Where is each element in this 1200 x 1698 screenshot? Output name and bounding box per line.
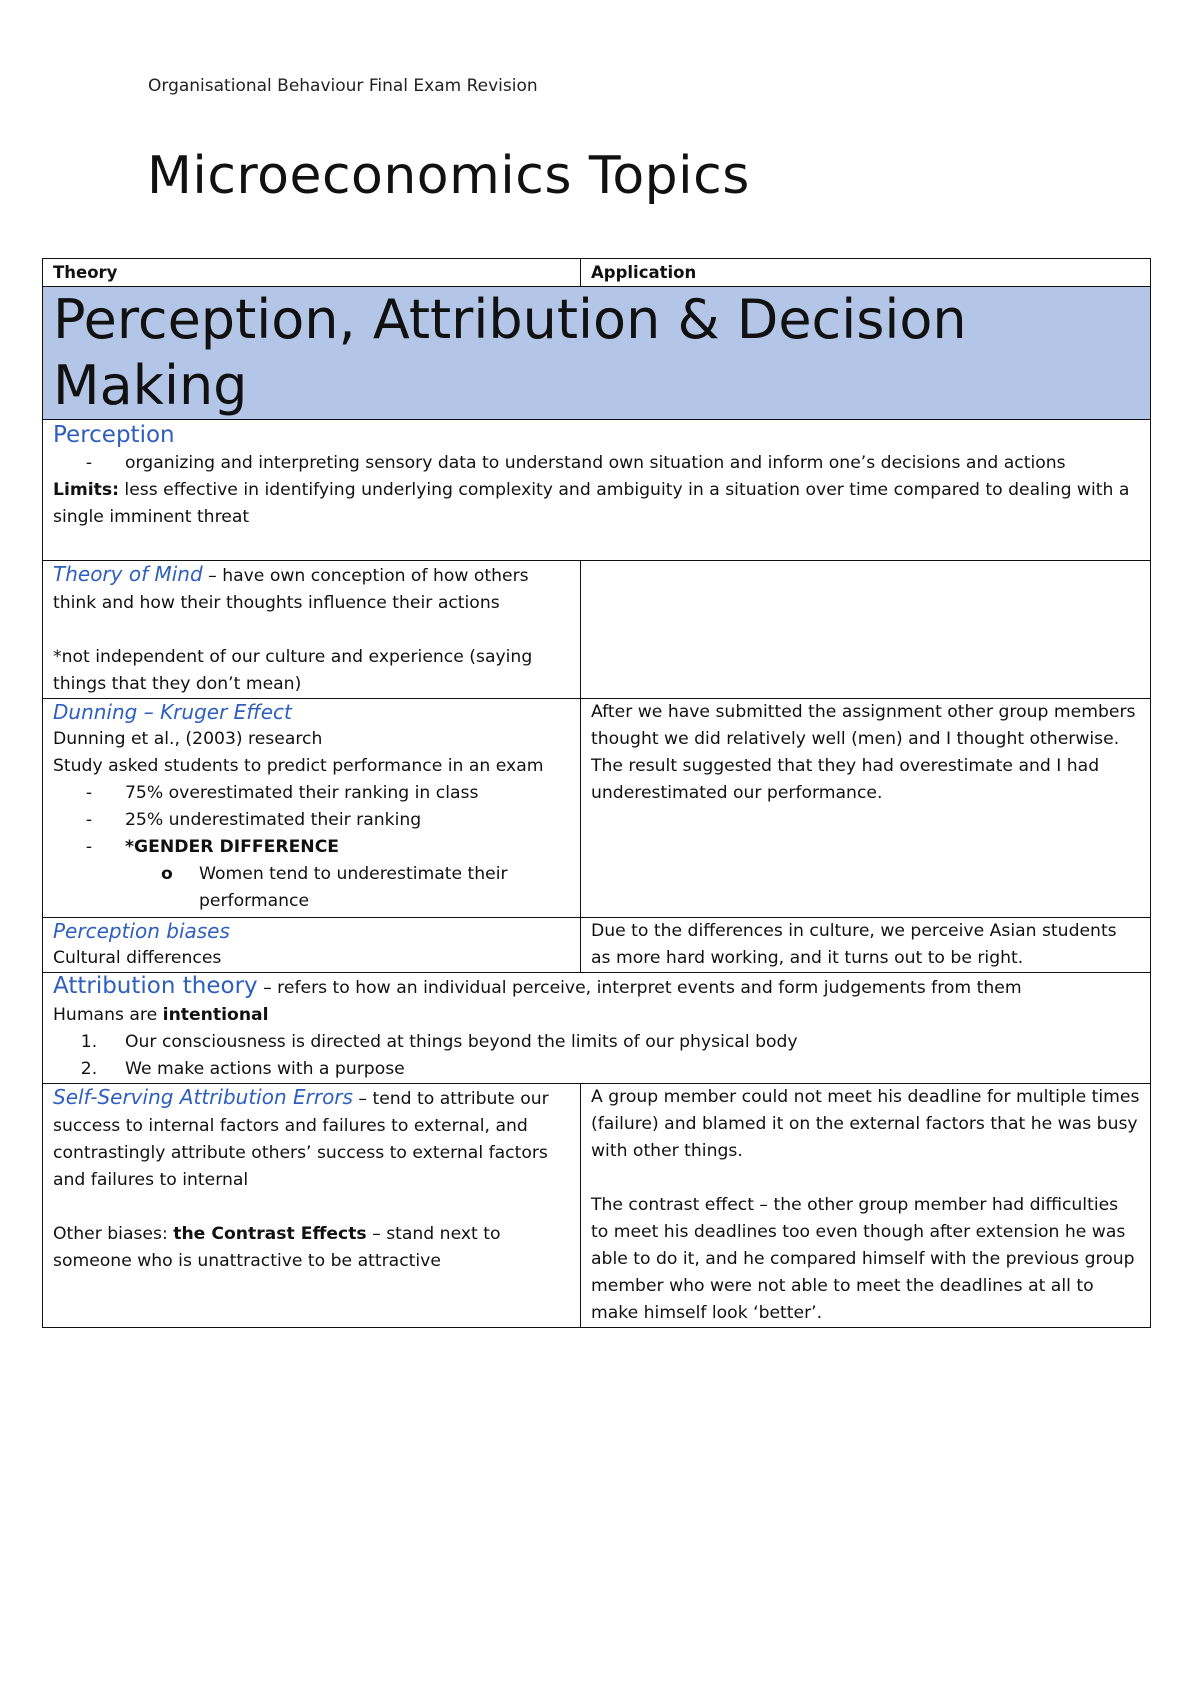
page-title: Microeconomics Topics	[147, 146, 750, 206]
revision-table	[42, 258, 1151, 1328]
self-serving-application-2: The contrast effect – the other group member had difficulties to meet his deadlines too even though after extension he was able to do it, and he compared himself with the previous group member who were not able to meet the deadlines at all to make himself look ‘better’.	[591, 1195, 1135, 1323]
limits-text: less effective in identifying underlying complexity and ambiguity in a situation over time compared to dealing with a single imminent threat	[53, 480, 1130, 527]
table-row	[43, 561, 1151, 699]
list-item	[53, 450, 1140, 477]
column-header-theory: Theory	[43, 259, 581, 287]
circle-bullet-icon: o	[161, 864, 173, 884]
column-header-application: Application	[581, 259, 1151, 287]
sub-bullet-text: Women tend to underestimate their performance	[199, 864, 508, 911]
table-header-row	[43, 259, 1151, 287]
dunning-kruger-cell	[43, 699, 581, 918]
self-serving-definition	[53, 1084, 570, 1194]
section-banner-row	[43, 287, 1151, 420]
theory-of-mind-application	[581, 561, 1151, 699]
self-serving-term: Self-Serving Attribution Errors	[53, 1085, 353, 1109]
dunning-kruger-application: After we have submitted the assignment other group members thought we did relatively well (men) and I thought otherwise. The result suggested that they had overestimate and I had underestimated our performance.	[581, 699, 1151, 918]
number-bullet: 2.	[80, 1059, 98, 1079]
dash-bullet-icon: -	[85, 837, 93, 857]
section-title: Perception, Attribution & Decision Making	[43, 287, 1151, 420]
bullet-text: 75% overestimated their ranking in class	[125, 783, 479, 803]
attribution-text: – refers to how an individual perceive, interpret events and form judgements from them	[257, 978, 1022, 998]
other-biases	[53, 1221, 570, 1275]
theory-of-mind-text: – have own conception of how others think and how their thoughts influence their actions	[53, 566, 529, 613]
gender-difference: *GENDER DIFFERENCE	[125, 837, 340, 857]
list-item	[53, 780, 570, 807]
attribution-cell	[43, 973, 1151, 1084]
list-item	[53, 834, 570, 861]
other-prefix: Other biases:	[53, 1224, 174, 1244]
intentional-text: intentional	[162, 1005, 269, 1025]
dunning-kruger-term: Dunning – Kruger Effect	[53, 700, 292, 724]
table-row	[43, 699, 1151, 918]
self-serving-application	[581, 1084, 1151, 1328]
attribution-item: Our consciousness is directed at things beyond the limits of our physical body	[125, 1032, 798, 1052]
humans-prefix: Humans are	[53, 1005, 163, 1025]
theory-of-mind-cell	[43, 561, 581, 699]
perception-cell	[43, 420, 1151, 561]
dash-bullet-icon: -	[85, 783, 93, 803]
theory-of-mind-definition	[53, 561, 570, 617]
other-text: – stand next to someone who is unattractive to be attractive	[53, 1224, 501, 1271]
self-serving-text: – tend to attribute our success to internal factors and failures to external, and contrastingly attribute others’ success to external factors and failures to internal	[53, 1089, 549, 1190]
dunning-kruger-line1: Dunning et al., (2003) research	[53, 729, 323, 749]
contrast-effects: the Contrast Effects	[173, 1224, 367, 1244]
dunning-kruger-line2: Study asked students to predict performance in an exam	[53, 756, 544, 776]
sub-list-item	[53, 861, 570, 915]
self-serving-cell	[43, 1084, 581, 1328]
perception-limits	[53, 477, 1140, 531]
humans-intentional	[53, 1002, 1140, 1029]
perception-biases-term: Perception biases	[53, 919, 230, 943]
table-row	[43, 1084, 1151, 1328]
self-serving-application-1: A group member could not meet his deadline for multiple times (failure) and blamed it on the external factors that he was busy with other things.	[591, 1087, 1140, 1161]
document-header: Organisational Behaviour Final Exam Revision	[148, 76, 538, 96]
perception-heading: Perception	[53, 422, 175, 448]
attribution-item: We make actions with a purpose	[125, 1059, 405, 1079]
bullet-text: 25% underestimated their ranking	[125, 810, 422, 830]
perception-biases-application: Due to the differences in culture, we perceive Asian students as more hard working, and it turns out to be right.	[581, 918, 1151, 973]
table-row	[43, 918, 1151, 973]
attribution-definition	[53, 973, 1140, 1002]
list-item	[53, 1029, 1140, 1056]
number-bullet: 1.	[80, 1032, 98, 1052]
dash-bullet-icon: -	[85, 453, 93, 473]
theory-of-mind-term: Theory of Mind	[53, 562, 203, 586]
limits-label: Limits:	[53, 480, 119, 500]
perception-biases-cell	[43, 918, 581, 973]
attribution-heading: Attribution theory	[53, 973, 258, 999]
perception-bullet: organizing and interpreting sensory data to understand own situation and inform one’s decisions and actions	[125, 453, 1066, 473]
table-row	[43, 973, 1151, 1084]
dash-bullet-icon: -	[85, 810, 93, 830]
list-item	[53, 807, 570, 834]
perception-biases-text: Cultural differences	[53, 948, 222, 968]
list-item	[53, 1056, 1140, 1083]
theory-of-mind-note: *not independent of our culture and experience (saying things that they don’t mean)	[53, 647, 533, 694]
table-row	[43, 420, 1151, 561]
